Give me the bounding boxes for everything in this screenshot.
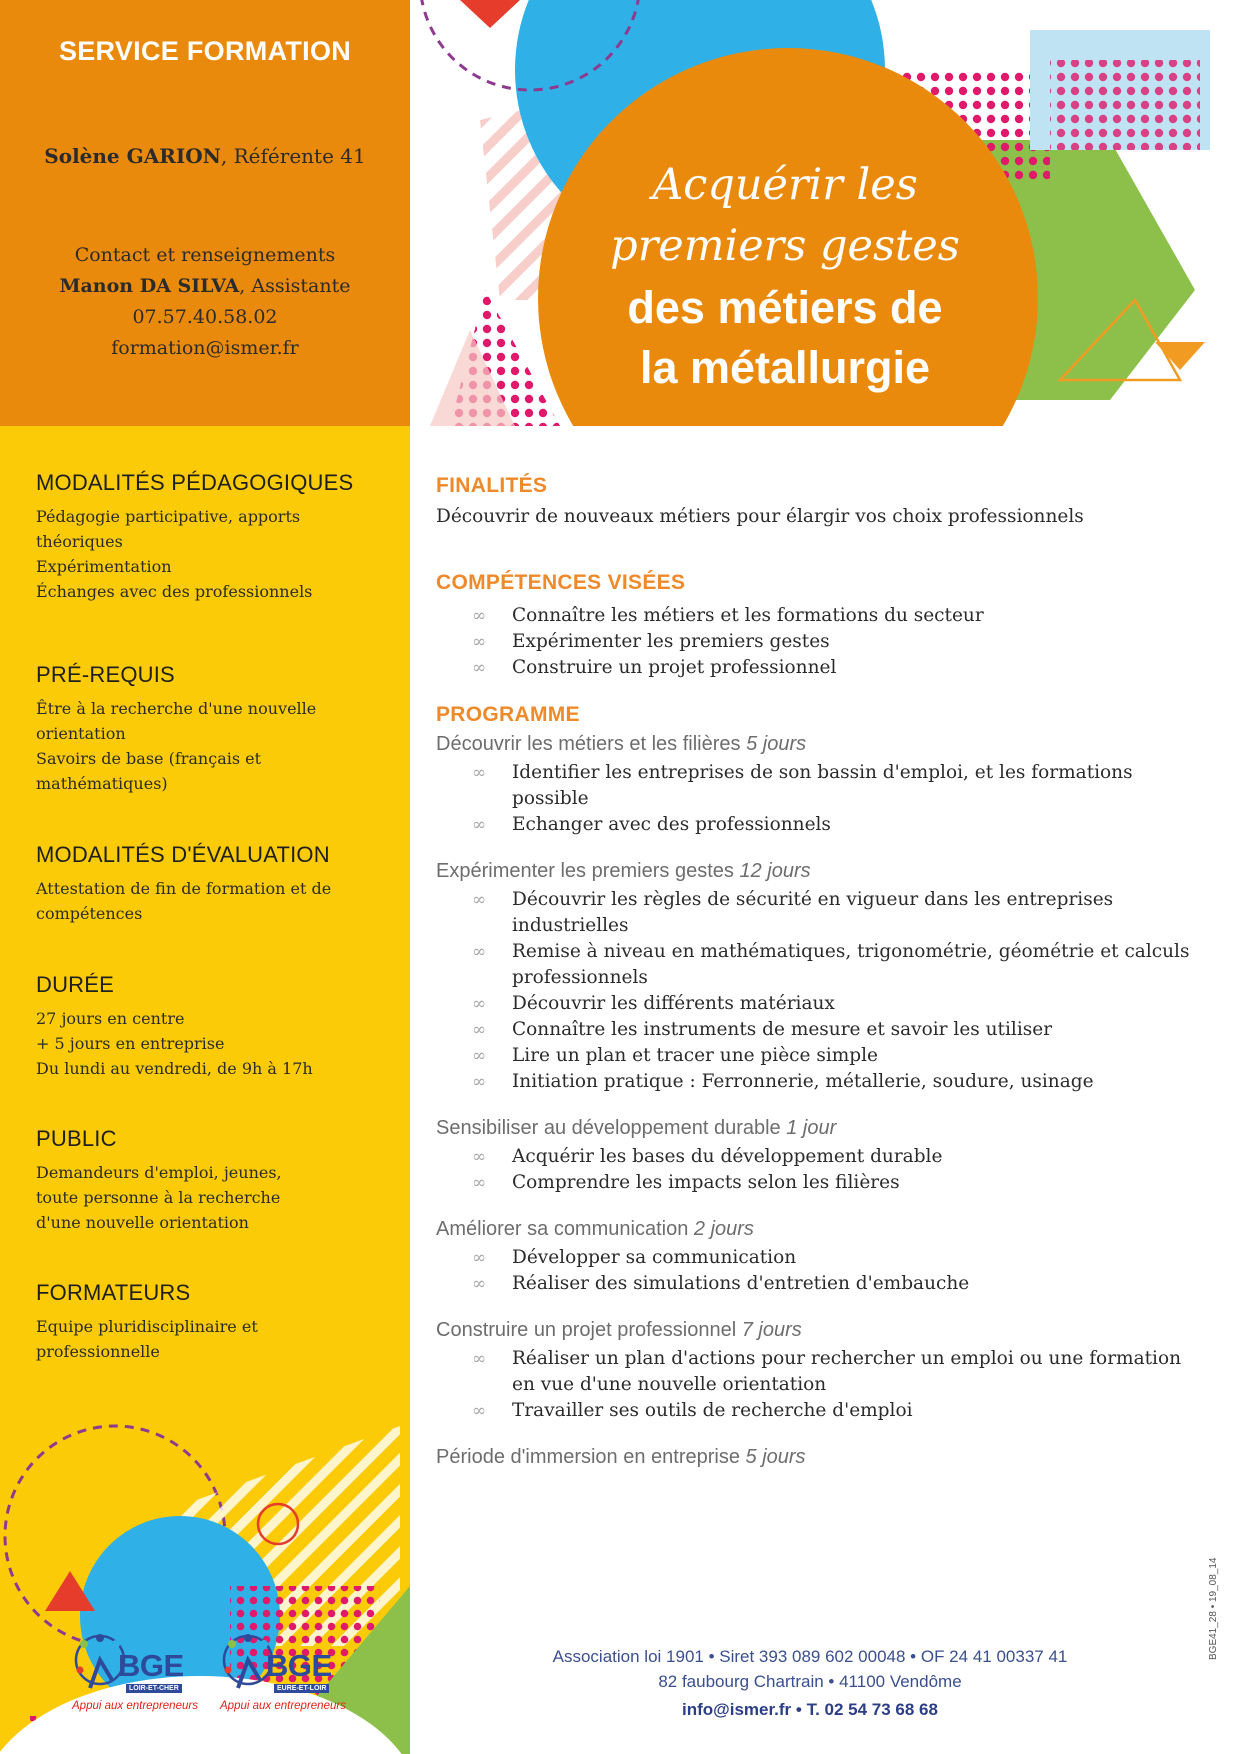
logo-tagline: Appui aux entrepreneurs xyxy=(72,1700,198,1712)
module-title: Améliorer sa communication 2 jours xyxy=(436,1218,754,1240)
sidebar-section-duree xyxy=(36,972,376,1081)
list-item: ∞ Travailler ses outils de recherche d'emploi xyxy=(472,1398,1196,1424)
section-title: PRÉ-REQUIS xyxy=(36,662,175,687)
sidebar-line: toute personne à la recherche xyxy=(36,1188,281,1207)
hero-line-4: la métallurgie xyxy=(639,342,931,393)
footer-address: 82 faubourg Chartrain • 41100 Vendôme xyxy=(658,1672,962,1691)
sidebar-line: Être à la recherche d'une nouvelle xyxy=(36,699,317,718)
sidebar-line: professionnelle xyxy=(36,1342,160,1361)
contact-email[interactable]: formation@ismer.fr xyxy=(111,337,299,359)
infinity-bullet-icon: ∞ xyxy=(472,1147,487,1167)
infinity-bullet-icon: ∞ xyxy=(472,890,487,910)
competences-title: COMPÉTENCES VISÉES xyxy=(436,571,686,594)
sidebar-section-prerequis xyxy=(36,662,376,796)
sidebar xyxy=(0,426,410,1754)
sidebar-section-formateurs xyxy=(36,1280,376,1364)
sidebar-line: théoriques xyxy=(36,532,123,551)
sidebar-section-public xyxy=(36,1126,376,1235)
footer-legal: Association loi 1901 • Siret 393 089 602 00048 • OF 24 41 00337 41 xyxy=(552,1647,1068,1666)
sidebar-line: Expérimentation xyxy=(36,557,172,576)
infinity-bullet-icon: ∞ xyxy=(472,815,487,835)
infinity-bullet-icon: ∞ xyxy=(472,606,487,626)
section-title: MODALITÉS D'ÉVALUATION xyxy=(36,842,330,867)
sidebar-section-evaluation xyxy=(36,842,376,926)
list-item: ∞ Découvrir les différents matériaux xyxy=(472,991,1196,1017)
list-item: ∞ Echanger avec des professionnels xyxy=(472,812,1196,838)
list-item: ∞ Découvrir les règles de sécurité en vigueur dans les entreprises industrielles xyxy=(472,889,1114,936)
sidebar-line: Attestation de fin de formation et de xyxy=(36,879,332,898)
footer-contact[interactable]: info@ismer.fr • T. 02 54 73 68 68 xyxy=(682,1700,938,1719)
finalites-text: Découvrir de nouveaux métiers pour élargir vos choix professionnels xyxy=(436,506,1084,527)
hero-line-3: des métiers de xyxy=(627,282,943,333)
sidebar-line: Equipe pluridisciplinaire et xyxy=(36,1317,258,1336)
list-item: ∞ Connaître les instruments de mesure et savoir les utiliser xyxy=(472,1017,1196,1043)
sidebar-line: mathématiques) xyxy=(36,774,168,793)
infinity-bullet-icon: ∞ xyxy=(472,1072,487,1092)
sidebar-line: Pédagogie participative, apports xyxy=(36,507,301,526)
list-item: ∞ Développer sa communication xyxy=(472,1245,1196,1271)
bge-logo-eure-et-loir xyxy=(218,1618,356,1718)
infinity-bullet-icon: ∞ xyxy=(472,1401,487,1421)
service-title: SERVICE FORMATION xyxy=(58,36,352,66)
logo-dept: EURE-ET-LOIR xyxy=(274,1684,329,1693)
bge-logo-loir-et-cher xyxy=(70,1618,208,1718)
sidebar-line: compétences xyxy=(36,904,143,923)
list-item: ∞ Lire un plan et tracer une pièce simple xyxy=(472,1043,1196,1069)
infinity-bullet-icon: ∞ xyxy=(472,658,487,678)
sidebar-line: Du lundi au vendredi, de 9h à 17h xyxy=(36,1059,313,1078)
contact-label: Contact et renseignements xyxy=(74,244,336,266)
hero-title-italic xyxy=(560,155,1010,277)
section-title: MODALITÉS PÉDAGOGIQUES xyxy=(36,470,354,495)
infinity-bullet-icon: ∞ xyxy=(472,1274,487,1294)
list-item: ∞ Acquérir les bases du développement durable xyxy=(472,1144,1196,1170)
assistant-role: , Assistante xyxy=(239,275,351,297)
module-title: Expérimenter les premiers gestes 12 jours xyxy=(436,860,811,882)
assistant-line xyxy=(0,271,410,302)
referent-line xyxy=(0,144,410,168)
contact-phone[interactable]: 07.57.40.58.02 xyxy=(132,306,278,328)
contact-block xyxy=(0,240,410,364)
list-item: ∞ Initiation pratique : Ferronnerie, métallerie, soudure, usinage xyxy=(472,1069,1196,1095)
competences-list xyxy=(472,603,1196,681)
module-list xyxy=(472,1346,1196,1424)
main-content xyxy=(436,474,1196,1469)
list-item: ∞ Réaliser un plan d'actions pour rechercher un emploi ou une formation en vue d'une nouvelle orientation xyxy=(472,1348,1182,1395)
module-list xyxy=(472,1245,1196,1297)
infinity-bullet-icon: ∞ xyxy=(472,1349,487,1369)
list-item: ∞ Construire un projet professionnel xyxy=(472,655,1196,681)
finalites-title: FINALITÉS xyxy=(436,474,548,497)
list-item: ∞ Identifier les entreprises de son bassin d'emploi, et les formations possible xyxy=(472,762,1133,809)
sidebar-line: Savoirs de base (français et xyxy=(36,749,262,768)
section-title: PUBLIC xyxy=(36,1126,117,1151)
sidebar-line: + 5 jours en entreprise xyxy=(36,1034,225,1053)
logo-dept: LOIR-ET-CHER xyxy=(126,1684,182,1693)
infinity-bullet-icon: ∞ xyxy=(472,1248,487,1268)
hero-title-bold xyxy=(560,278,1010,398)
list-item: ∞ Réaliser des simulations d'entretien d'embauche xyxy=(472,1271,1196,1297)
module-list xyxy=(472,1144,1196,1196)
module-list xyxy=(472,760,1196,838)
list-item: ∞ Remise à niveau en mathématiques, trigonométrie, géométrie et calculs professionnels xyxy=(472,941,1190,988)
infinity-bullet-icon: ∞ xyxy=(472,942,487,962)
assistant-name: Manon DA SILVA xyxy=(59,275,240,297)
referent-name: Solène GARION xyxy=(44,144,221,168)
sidebar-line: 27 jours en centre xyxy=(36,1009,185,1028)
infinity-bullet-icon: ∞ xyxy=(472,1020,487,1040)
list-item: ∞ Comprendre les impacts selon les filières xyxy=(472,1170,1196,1196)
list-item: ∞ Expérimenter les premiers gestes xyxy=(472,629,1196,655)
module-list xyxy=(472,887,1196,1095)
contact-panel xyxy=(0,0,410,426)
logo-brand: BGE xyxy=(266,1648,332,1683)
list-item: ∞ Connaître les métiers et les formations du secteur xyxy=(472,603,1196,629)
referent-role: , Référente 41 xyxy=(220,144,366,168)
sidebar-line: Demandeurs d'emploi, jeunes, xyxy=(36,1163,282,1182)
module-title: Découvrir les métiers et les filières 5 jours xyxy=(436,733,807,755)
sidebar-section-modalites-pedagogiques xyxy=(36,470,376,604)
document-reference: BGE41_28 • 19_08_14 xyxy=(1208,1557,1219,1660)
infinity-bullet-icon: ∞ xyxy=(472,763,487,783)
section-title: DURÉE xyxy=(36,972,115,997)
logo-tagline: Appui aux entrepreneurs xyxy=(220,1700,346,1712)
sidebar-line: orientation xyxy=(36,724,126,743)
programme-title: PROGRAMME xyxy=(436,703,580,726)
infinity-bullet-icon: ∞ xyxy=(472,1046,487,1066)
infinity-bullet-icon: ∞ xyxy=(472,1173,487,1193)
sidebar-line: d'une nouvelle orientation xyxy=(36,1213,249,1232)
module-title: Construire un projet professionnel 7 jours xyxy=(436,1319,802,1341)
hero-line-2: premiers gestes xyxy=(610,221,960,271)
section-title: FORMATEURS xyxy=(36,1280,191,1305)
hero-line-1: Acquérir les xyxy=(652,160,918,210)
module-title: Sensibiliser au développement durable 1 jour xyxy=(436,1117,837,1139)
infinity-bullet-icon: ∞ xyxy=(472,632,487,652)
logo-brand: BGE xyxy=(118,1648,184,1683)
module-title: Période d'immersion en entreprise 5 jours xyxy=(436,1446,806,1468)
infinity-bullet-icon: ∞ xyxy=(472,994,487,1014)
sidebar-line: Échanges avec des professionnels xyxy=(36,582,313,601)
